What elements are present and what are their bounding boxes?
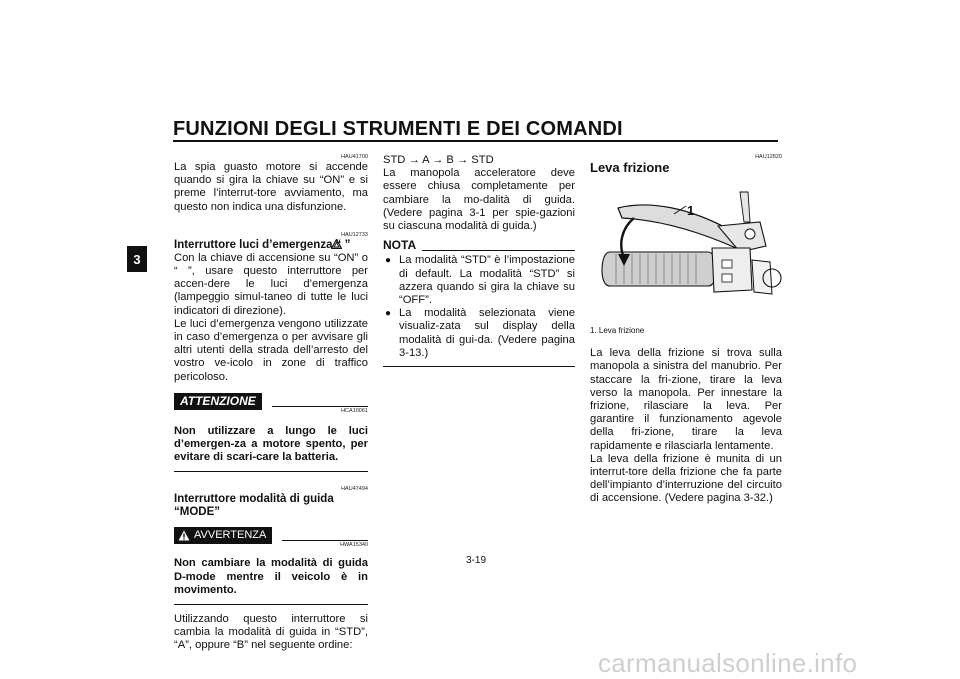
nota-label: NOTA (383, 238, 417, 253)
attenzione-text: Non utilizzare a lungo le luci d’emergen-za a motore spento, per evitare di scari-care la batteria. (174, 424, 368, 464)
mode-sequence: STD → A → B → STD (383, 154, 494, 166)
header-rule (173, 140, 778, 142)
avvertenza-text: Non cambiare la modalità di guida D-mode mentre il veicolo è in movimento. (174, 557, 368, 596)
attenzione-bottom-rule (174, 471, 368, 472)
column-3 (590, 154, 782, 506)
nota-bottom-rule (383, 366, 575, 367)
page-number: 3-19 (466, 555, 487, 566)
column-1 (174, 154, 368, 653)
clutch-paragraph-2: La leva della frizione è munita di un interrut-tore della frizione che fa parte dell’impianto d’interruzione del circuito di accensione. (Vedere pagina 3-32.) (590, 452, 782, 505)
section-code: HAU12820 (755, 154, 782, 160)
hazard-triangle-icon (331, 239, 342, 249)
clutch-heading: Leva frizione (590, 160, 670, 175)
warning-code: HWA15340 (340, 542, 368, 549)
avvertenza-badge (174, 527, 272, 544)
hazard-paragraph-1 (174, 252, 368, 318)
attenzione-rule (272, 406, 368, 407)
chapter-tab: 3 (127, 246, 147, 272)
nota-rule (422, 250, 575, 251)
mode-heading: Interruttore modalità di guida “MODE” (174, 493, 334, 519)
section-code: HAU47494 (341, 486, 368, 493)
avvertenza-label: AVVERTENZA (194, 529, 267, 542)
watermark: carmanualsonline.info (598, 648, 858, 678)
caution-code: HCA10061 (341, 407, 368, 414)
figure-callout-number: 1 (687, 203, 695, 218)
list-item: ● La modalità selezionata viene visualiz-zata sul display della modalità di gui-da. (Vedere pagina 3-13.) (383, 307, 575, 360)
hazard-paragraph-2: Le luci d’emergenza vengono utilizzate in caso d’emergenza o per avvisare gli altri utenti della strada dell’arresto del vostro ve-icolo in zone di traffico pericoloso. (174, 317, 368, 383)
page-title: FUNZIONI DEGLI STRUMENTI E DEI COMANDI (173, 118, 623, 140)
section-code: HAU12733 (341, 231, 368, 238)
avvertenza-bottom-rule (174, 604, 368, 605)
engine-light-paragraph: La spia guasto motore si accende quando si gira la chiave su “ON” e si preme l’interrut-tore avviamento, ma questo non indica una disfunzione. (174, 161, 368, 213)
section-code: HAU41700 (341, 154, 368, 160)
hazard-heading-text: Interruttore luci d’emergenza “ ” (174, 238, 351, 251)
avvertenza-rule (282, 540, 368, 541)
hazard-paragraph-1-text: Con la chiave di accensione su “ON” o “ ”, usare questo interruttore per accen-dere le luci d’emergenza (lampeggio simul-taneo di tutte le luci indicatori di direzione). (174, 251, 368, 317)
nota-box (383, 239, 575, 252)
hazard-heading (174, 239, 368, 252)
figure-caption: 1. Leva frizione (590, 326, 645, 335)
throttle-paragraph: La manopola acceleratore deve essere chiusa completamente per cambiare la mo-dalità di guida. (Vedere pagina 3-1 per spie-gazioni su ciascuna modalità di guida.) (383, 167, 575, 233)
column-2 (383, 154, 575, 367)
clutch-figure (590, 182, 782, 302)
attenzione-badge: ATTENZIONE (174, 393, 262, 410)
mode-paragraph: Utilizzando questo interruttore si cambia la modalità di guida in “STD”, “A”, oppure “B” nel seguente ordine: (174, 613, 368, 652)
warning-triangle-icon (178, 530, 190, 541)
list-item: ● La modalità “STD” è l’impostazione di default. La modalità “STD” si azzera quando si gira la chiave su “OFF”. (383, 254, 575, 307)
clutch-lever-illustration (590, 182, 782, 302)
clutch-paragraph-1: La leva della frizione si trova sulla manopola a sinistra del manubrio. Per staccare la fri-zione, tirare la leva verso la manopola. Per innestare la frizione, rilasciare la leva. Per garantire il funzionamento agevole della fri-zione, tirare la leva rapidamente e rilasciarla lentamente. (590, 347, 782, 452)
nota-list (383, 254, 575, 360)
